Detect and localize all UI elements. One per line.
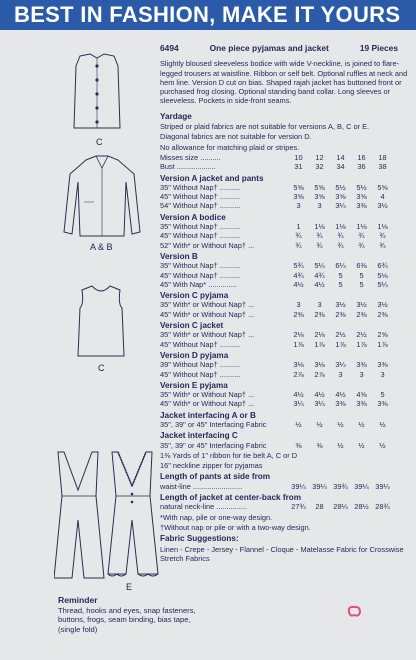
row-label: waist-line ........................ <box>160 481 243 491</box>
size-rows <box>160 153 408 172</box>
reminder-title: Reminder <box>58 595 98 605</box>
row-value: 2⅜ <box>356 309 367 319</box>
row-value: ¾ <box>358 231 365 241</box>
row-label: 45" With* or Without Nap† ... <box>160 399 255 409</box>
row-label: 45" With Nap* .............. <box>160 279 237 289</box>
row-value: 16 <box>357 152 366 162</box>
yardage-note: No allowance for matching plaid or stripes. <box>160 142 300 152</box>
row-label: 45" Without Nap† .......... <box>160 192 241 202</box>
row-label: 35" With* or Without Nap† ... <box>160 330 255 340</box>
row-value: 34 <box>336 162 345 172</box>
figure-label-e: E <box>126 582 133 592</box>
row-value: 2⅜ <box>377 309 388 319</box>
row-label: Bust ................... <box>160 162 216 172</box>
row-label: 52" With* or Without Nap† ... <box>160 240 255 250</box>
row-value: 14 <box>336 152 345 162</box>
row-value: 3⅝ <box>314 192 325 202</box>
pattern-number: 6494 <box>160 43 179 53</box>
row-value: 2⅛ <box>293 330 304 340</box>
row-value: ¾ <box>316 231 323 241</box>
row-value: ½ <box>316 419 323 429</box>
row-value: 3 <box>359 369 364 379</box>
row-value: 3⅝ <box>293 192 304 202</box>
figure-label-c-top: C <box>96 137 103 147</box>
row-value: ¾ <box>379 231 386 241</box>
row-value: 4½ <box>293 279 304 289</box>
row-value: 27¾ <box>291 502 306 512</box>
version-heading: Version D pyjama <box>160 350 229 360</box>
row-value: ½ <box>358 419 365 429</box>
yardage-row <box>160 222 408 231</box>
row-value: 3 <box>317 201 322 211</box>
row-value: 5¼ <box>377 279 388 289</box>
row-value: 5 <box>338 270 343 280</box>
row-value: 1⅞ <box>293 339 304 349</box>
row-value: 3⅜ <box>356 360 367 370</box>
row-value: 1⅞ <box>356 339 367 349</box>
row-value: 6¾ <box>377 261 388 271</box>
yardage-row <box>160 330 408 339</box>
yardage-row <box>160 183 408 192</box>
version-heading: Version A bodice <box>160 212 226 222</box>
reminder-text: Thread, hooks and eyes, snap fasteners, buttons, frogs, seam binding, bias tape, (single fold) <box>58 605 196 634</box>
fabric-heading: Fabric Suggestions: <box>160 534 239 544</box>
extra-note: 16" neckline zipper for pyjamas <box>160 461 263 471</box>
row-value: 5 <box>359 279 364 289</box>
row-value: 3¼ <box>335 360 346 370</box>
row-value: ¾ <box>337 240 344 250</box>
row-value: 5⅝ <box>314 182 325 192</box>
yardage-row <box>160 420 408 429</box>
row-value: 28½ <box>354 502 369 512</box>
row-value: ¾ <box>295 231 302 241</box>
yardage-row <box>160 300 408 309</box>
row-label: 35" With* or Without Nap† ... <box>160 390 255 400</box>
row-value: ½ <box>337 419 344 429</box>
row-value: 12 <box>315 152 324 162</box>
header-title: BEST IN FASHION, MAKE IT YOURS <box>14 2 401 27</box>
yardage-row <box>160 370 408 379</box>
yardage-row <box>160 360 408 369</box>
row-value: 3⅜ <box>356 399 367 409</box>
figure-c-jacket-sleeveless <box>66 52 128 132</box>
row-value: 3¼ <box>314 399 325 409</box>
row-value: 3⅜ <box>356 201 367 211</box>
row-label: 35" Without Nap† .......... <box>160 222 241 232</box>
row-label: 54" Without Nap† .......... <box>160 201 241 211</box>
row-value: 1 <box>296 222 301 232</box>
row-label: 35", 39" or 45" Interfacing Fabric <box>160 440 267 450</box>
row-value: 1⅞ <box>335 339 346 349</box>
figure-e-jumpsuits <box>54 450 160 580</box>
yardage-row <box>160 390 408 399</box>
row-value: 3⅛ <box>314 360 325 370</box>
row-value: 3⅜ <box>377 399 388 409</box>
row-value: 28¼ <box>333 502 348 512</box>
row-value: 3 <box>296 201 301 211</box>
yardage-note: Striped or plaid fabrics are not suitable for versions A, B, C or E. <box>160 122 370 132</box>
version-heading: Version C pyjama <box>160 291 229 301</box>
size-row <box>160 153 408 162</box>
row-value: 3⅝ <box>356 192 367 202</box>
row-value: 39¼ <box>312 481 327 491</box>
row-value: 5⅝ <box>293 182 304 192</box>
row-label: 45" Without Nap† .......... <box>160 270 241 280</box>
row-label: 39" Without Nap† .......... <box>160 360 241 370</box>
row-value: 5 <box>380 390 385 400</box>
row-value: 6¼ <box>335 261 346 271</box>
row-value: 1⅞ <box>314 339 325 349</box>
size-row <box>160 162 408 171</box>
yardage-row <box>160 340 408 349</box>
row-value: 3⅛ <box>293 360 304 370</box>
row-value: 2⅜ <box>314 309 325 319</box>
yardage-heading: Yardage <box>160 111 192 121</box>
row-value: 3½ <box>335 300 346 310</box>
row-label: 35", 39" or 45" Interfacing Fabric <box>160 419 267 429</box>
row-value: 2½ <box>356 330 367 340</box>
row-value: ⅜ <box>295 440 302 450</box>
row-value: ¾ <box>379 240 386 250</box>
row-value: 3¼ <box>335 201 346 211</box>
pattern-name: One piece pyjamas and jacket <box>209 43 329 53</box>
row-value: 1⅛ <box>377 222 388 232</box>
row-value: 5 <box>338 279 343 289</box>
row-value: 1⅛ <box>356 222 367 232</box>
pattern-pieces: 19 Pieces <box>359 43 398 53</box>
extra-note: 1⅜ Yards of 1" ribbon for tie belt A, C or D <box>160 450 298 460</box>
row-value: 5¼ <box>314 261 325 271</box>
row-value: 3 <box>380 369 385 379</box>
row-value: ½ <box>379 419 386 429</box>
row-value: 2⅜ <box>293 309 304 319</box>
yardage-row <box>160 241 408 250</box>
header-banner <box>0 0 416 30</box>
yardage-row <box>160 399 408 408</box>
row-label: 45" With* or Without Nap† ... <box>160 309 255 319</box>
row-value: 4 <box>380 192 385 202</box>
row-value: ½ <box>295 419 302 429</box>
row-value: ¾ <box>295 240 302 250</box>
row-value: ¾ <box>337 231 344 241</box>
row-label: 45" Without Nap† .......... <box>160 231 241 241</box>
row-value: 2⅝ <box>377 330 388 340</box>
row-value: 2⅜ <box>335 309 346 319</box>
row-value: 3⅜ <box>335 399 346 409</box>
pink-stamp-mark <box>346 604 364 623</box>
yardage-row <box>160 271 408 280</box>
row-value: ½ <box>379 440 386 450</box>
figure-label-ab: A & B <box>90 242 113 252</box>
row-value: 4½ <box>314 390 325 400</box>
row-value: 36 <box>357 162 366 172</box>
row-label: 35" Without Nap† .......... <box>160 182 241 192</box>
length-row <box>160 502 408 511</box>
row-label: 45" Without Nap† .......... <box>160 369 241 379</box>
row-value: 3 <box>338 369 343 379</box>
row-value: 39¼ <box>354 481 369 491</box>
version-heading: Version A jacket and pants <box>160 173 264 183</box>
row-value: ⅜ <box>316 440 323 450</box>
row-value: 4½ <box>314 279 325 289</box>
row-value: 4½ <box>293 390 304 400</box>
row-value: 10 <box>294 152 303 162</box>
row-value: 3⅜ <box>377 360 388 370</box>
row-value: 39¾ <box>333 481 348 491</box>
row-value: ½ <box>337 440 344 450</box>
row-value: 4½ <box>335 390 346 400</box>
version-heading: Jacket interfacing C <box>160 431 238 441</box>
row-value: 1⅛ <box>314 222 325 232</box>
figure-label-c-mid: C <box>98 363 105 373</box>
row-value: 39¼ <box>291 481 306 491</box>
row-value: 31 <box>294 162 303 172</box>
row-value: 5 <box>359 270 364 280</box>
row-label: 35" With* or Without Nap† ... <box>160 300 255 310</box>
row-value: 1⅛ <box>335 222 346 232</box>
row-value: 38 <box>378 162 387 172</box>
length-rows <box>160 472 408 511</box>
yardage-row <box>160 192 408 201</box>
figure-ab-jacket <box>60 154 144 240</box>
yardage-row <box>160 261 408 270</box>
row-value: 4¾ <box>314 270 325 280</box>
row-value: ¾ <box>316 240 323 250</box>
row-value: 5½ <box>356 182 367 192</box>
yardage-sections <box>160 174 408 450</box>
pattern-description: Slightly bloused sleeveless bodice with wide V-neckline, is joined to flare-legged trousers at waistline. Ribbon or self belt. Optional ruffles at neck and hem line. Version D cut on bias. Shaped rajah jacket has buttoned front or purchased frog closing. Optional standing band collar. Long sleeves or sleeveless. Pockets in side-front seams. <box>160 59 408 106</box>
yardage-row <box>160 310 408 319</box>
row-value: 5½ <box>335 182 346 192</box>
version-heading: Version B <box>160 251 198 261</box>
row-value: 3⅝ <box>335 192 346 202</box>
row-value: 4⅝ <box>356 390 367 400</box>
row-value: 2⅞ <box>293 369 304 379</box>
yardage-column <box>160 44 408 564</box>
row-value: ¾ <box>358 240 365 250</box>
row-value: 39¼ <box>375 481 390 491</box>
row-value: 3 <box>317 300 322 310</box>
version-heading: Jacket interfacing A or B <box>160 410 256 420</box>
pattern-title-line <box>160 44 408 53</box>
row-value: 3½ <box>377 300 388 310</box>
row-label: 45" Without Nap† .......... <box>160 339 241 349</box>
row-value: 2⅞ <box>314 369 325 379</box>
fabric-suggestions: Linen - Crepe - Jersey - Flannel - Cloque - Matelasse Fabric for Crosswise Stretch Fabrics <box>160 544 404 563</box>
row-value: 32 <box>315 162 324 172</box>
row-value: 18 <box>378 152 387 162</box>
row-value: ½ <box>358 440 365 450</box>
row-value: 3½ <box>356 300 367 310</box>
row-value: 4¾ <box>293 270 304 280</box>
row-label: natural neck-line ............... <box>160 502 248 512</box>
length-heading: Length of pants at side from <box>160 472 271 482</box>
footnote: †Without nap or pile or with a two-way design. <box>160 522 311 532</box>
row-label: Misses size .......... <box>160 152 221 162</box>
row-value: 28 <box>315 502 324 512</box>
length-row <box>160 482 408 491</box>
row-value: 3½ <box>377 201 388 211</box>
yardage-row <box>160 201 408 210</box>
row-value: 3¼ <box>293 399 304 409</box>
row-value: 5⅛ <box>377 270 388 280</box>
row-label: 35" Without Nap† .......... <box>160 261 241 271</box>
row-value: 2½ <box>335 330 346 340</box>
version-heading: Version E pyjama <box>160 380 228 390</box>
row-value: 1⅞ <box>377 339 388 349</box>
yardage-row <box>160 280 408 289</box>
row-value: 6⅜ <box>356 261 367 271</box>
row-value: 5⅝ <box>377 182 388 192</box>
footnote: *With nap, pile or one-way design. <box>160 512 273 522</box>
figure-c-top <box>70 284 132 360</box>
row-value: 3 <box>296 300 301 310</box>
row-value: 28¾ <box>375 502 390 512</box>
yardage-row <box>160 441 408 450</box>
row-value: 5¾ <box>293 261 304 271</box>
version-heading: Version C jacket <box>160 321 224 331</box>
row-value: 2⅛ <box>314 330 325 340</box>
yardage-note: Diagonal fabrics are not suitable for version D. <box>160 132 312 142</box>
length-heading: Length of jacket at center-back from <box>160 493 302 503</box>
reminder-box <box>58 596 208 634</box>
yardage-row <box>160 231 408 240</box>
